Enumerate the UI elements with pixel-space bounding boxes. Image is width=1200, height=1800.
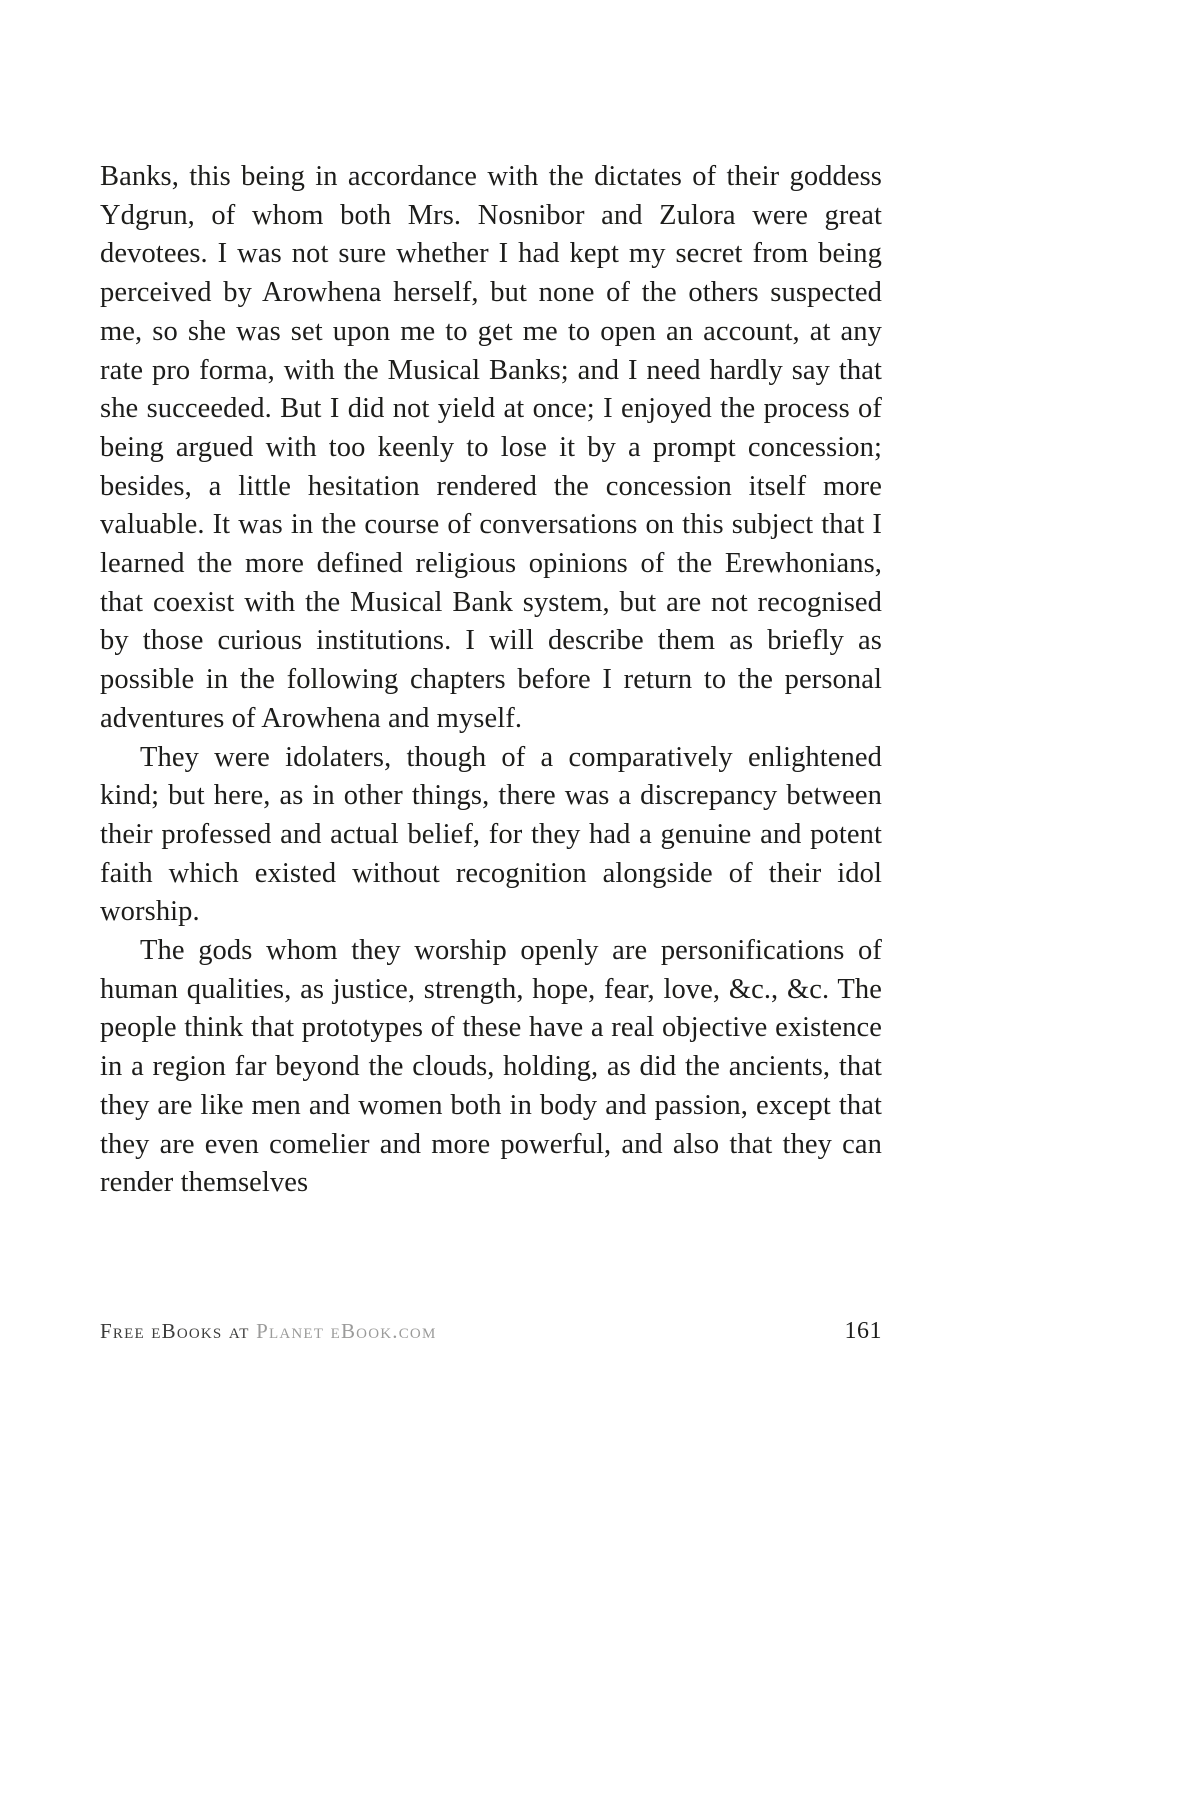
paragraph-gods-personifications: The gods whom they worship openly are personifications of human qualities, as justice, strength, hope, fear, love, &c., &c. The people think that prototypes of these have a real objective existence in a region far beyond the clouds, holding, as did the ancients, that they are like men and women both in body and passion, except that they are even comelier and more powerful, and also that they can render themselves xyxy=(100,935,882,1199)
page-text xyxy=(100,158,882,1203)
paragraph-idolaters: They were idolaters, though of a comparatively enlightened kind; but here, as in other things, there was a discrepancy between their professed and actual belief, for they had a genuine and potent faith which existed without recognition alongside of their idol worship. xyxy=(100,741,882,928)
paragraph-banks-goddess-ydgrun: Banks, this being in accordance with the dictates of their goddess Ydgrun, of whom both Mrs. Nosnibor and Zulora were great devotees. I was not sure whether I had kept my secret from being perceived by Arowhena herself, but none of the others suspected me, so she was set upon me to get me to open an account, at any rate pro forma, with the Musical Banks; and I need hardly say that she succeeded. But I did not yield at once; I enjoyed the process of being argued with too keenly to lose it by a prompt concession; besides, a little hesitation rendered the concession itself more valuable. It was in the course of conversations on this subject that I learned the more defined religious opinions of the Erewhonians, that coexist with the Musical Bank system, but are not recognised by those curious institutions. I will describe them as briefly as possible in the following chapters before I return to the personal adventures of Arowhena and myself. xyxy=(100,161,882,734)
footer-brand-prefix: Free eBooks at xyxy=(100,1319,257,1343)
page-footer xyxy=(100,1318,882,1345)
page-number: 161 xyxy=(844,1318,882,1344)
footer-planet-ebook-link[interactable]: Planet eBook.com xyxy=(256,1319,437,1343)
footer-branding xyxy=(100,1319,436,1344)
